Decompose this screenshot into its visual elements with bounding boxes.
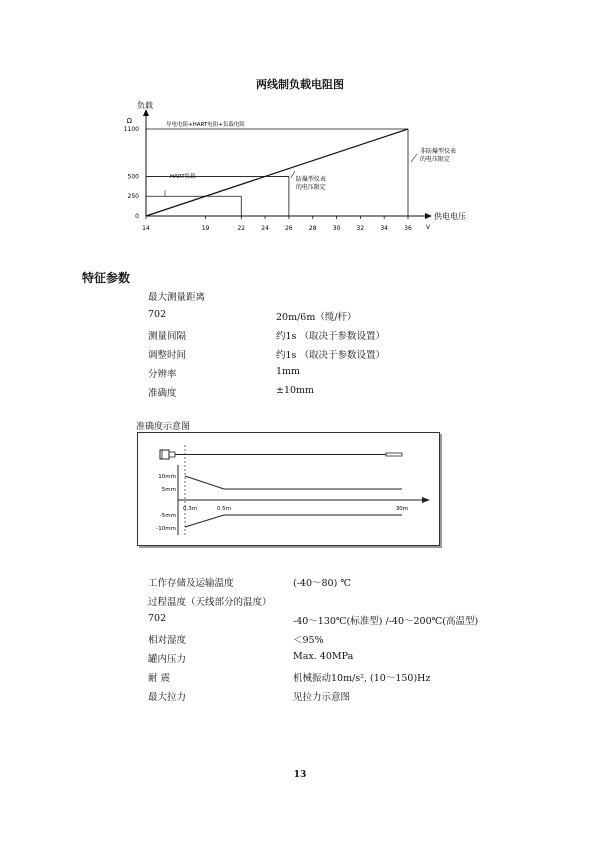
x-tick-label: 26 [285,225,293,232]
x-axis-arrow [425,213,432,219]
param-row [148,366,301,380]
page-number: 13 [293,770,307,780]
env-label: 最大拉力 [148,692,187,703]
y-label: -10mm [156,526,176,532]
annotation-text: 非防爆型仪表 [420,148,457,155]
x-tick-label: 24 [261,225,269,232]
env-value: Max. 40MPa [293,651,354,662]
env-value: 见拉力示意图 [293,692,351,703]
accuracy-diagram-graphic [138,433,439,545]
env-row [148,632,324,646]
reference-label: HART负载 [170,174,196,180]
param-label: 调整时间 [148,350,187,361]
x-tick-label: 28 [308,225,317,232]
y-axis-arrow [143,109,149,116]
y-label: -5mm [159,513,176,519]
env-row [148,651,354,665]
env-label: 702 [148,613,167,624]
annotation-text: 的电压限定 [420,156,451,163]
probe-weight [386,453,402,456]
x-label: 0.5m [216,506,232,512]
param-value: 1mm [276,366,301,377]
y-tick-label: 0 [135,213,139,220]
env-row [148,575,351,589]
param-value: 20m/6m（缆/杆） [276,312,357,323]
param-row [148,289,205,303]
param-row [148,347,385,361]
x-tick-label: 22 [237,225,246,232]
env-value: -40～130℃(标准型) /-40～200℃(高温型) [293,616,479,627]
chart-title: 两线制负载电阻图 [256,78,344,91]
annotation-text: 的电压限定 [295,184,326,191]
probe-head [160,450,169,459]
param-label: 分辨率 [148,369,177,380]
x-label: 0.3m [183,506,198,512]
annotation-pointer [411,154,417,162]
param-value: 约1s （取决于参数设置） [276,350,385,361]
x-axis-unit: V [425,224,431,231]
env-label: 耐 震 [148,673,171,684]
y-tick-label: 500 [127,173,139,181]
env-label: 过程温度（天线部分的温度） [148,597,272,608]
x-tick-label: 36 [404,225,412,232]
env-value: (-40～80) ℃ [293,578,351,589]
load-line [146,129,408,216]
param-row [148,385,315,399]
env-label: 相对湿度 [148,635,187,646]
y-tick-label: 250 [127,193,139,201]
param-label: 测量间隔 [148,331,187,342]
env-label: 罐内压力 [148,654,187,665]
x-tick-label: 19 [201,225,210,232]
x-tick-label: 34 [380,225,389,232]
param-label: 最大测量距离 [148,292,206,303]
load-resistance-chart [0,0,600,260]
annotation-text: 防爆型仪表 [295,176,326,183]
x-label: 30m [395,506,409,512]
y-axis-label: 负载 [137,101,153,110]
accuracy-diagram-title: 准确度示意图 [136,422,191,432]
env-value: 机械振动10m/s², (10～150)Hz [293,673,431,684]
param-row [148,309,357,323]
env-row [148,689,351,703]
param-value: ±10mm [276,385,315,396]
param-label: 准确度 [148,388,177,399]
y-tick-label: 1100 [123,126,139,133]
param-label: 702 [148,309,167,320]
y-label: 5mm [161,487,176,493]
section-title: 特征参数 [82,271,131,285]
env-row [148,613,479,627]
lower-tolerance-line [185,515,402,527]
env-row [148,670,431,684]
reference-label: 导电电阻+HART电阻+负载电阻 [166,122,245,128]
y-label: 10mm [158,474,176,480]
env-label: 工作存储及运输温度 [148,578,234,589]
x-axis-label: 供电电压 [434,212,466,221]
accuracy-diagram [137,432,440,546]
upper-tolerance-line [185,476,402,489]
param-value: 约1s （取决于参数设置） [276,331,385,342]
y-axis-unit: Ω [126,117,132,125]
env-value: ＜95% [293,635,324,646]
x-tick-label: 30 [332,225,341,232]
x-tick-label: 14 [142,225,150,232]
annotation-pointer [291,171,295,178]
param-row [148,328,385,342]
x-tick-label: 32 [356,225,365,232]
env-row [148,594,272,608]
